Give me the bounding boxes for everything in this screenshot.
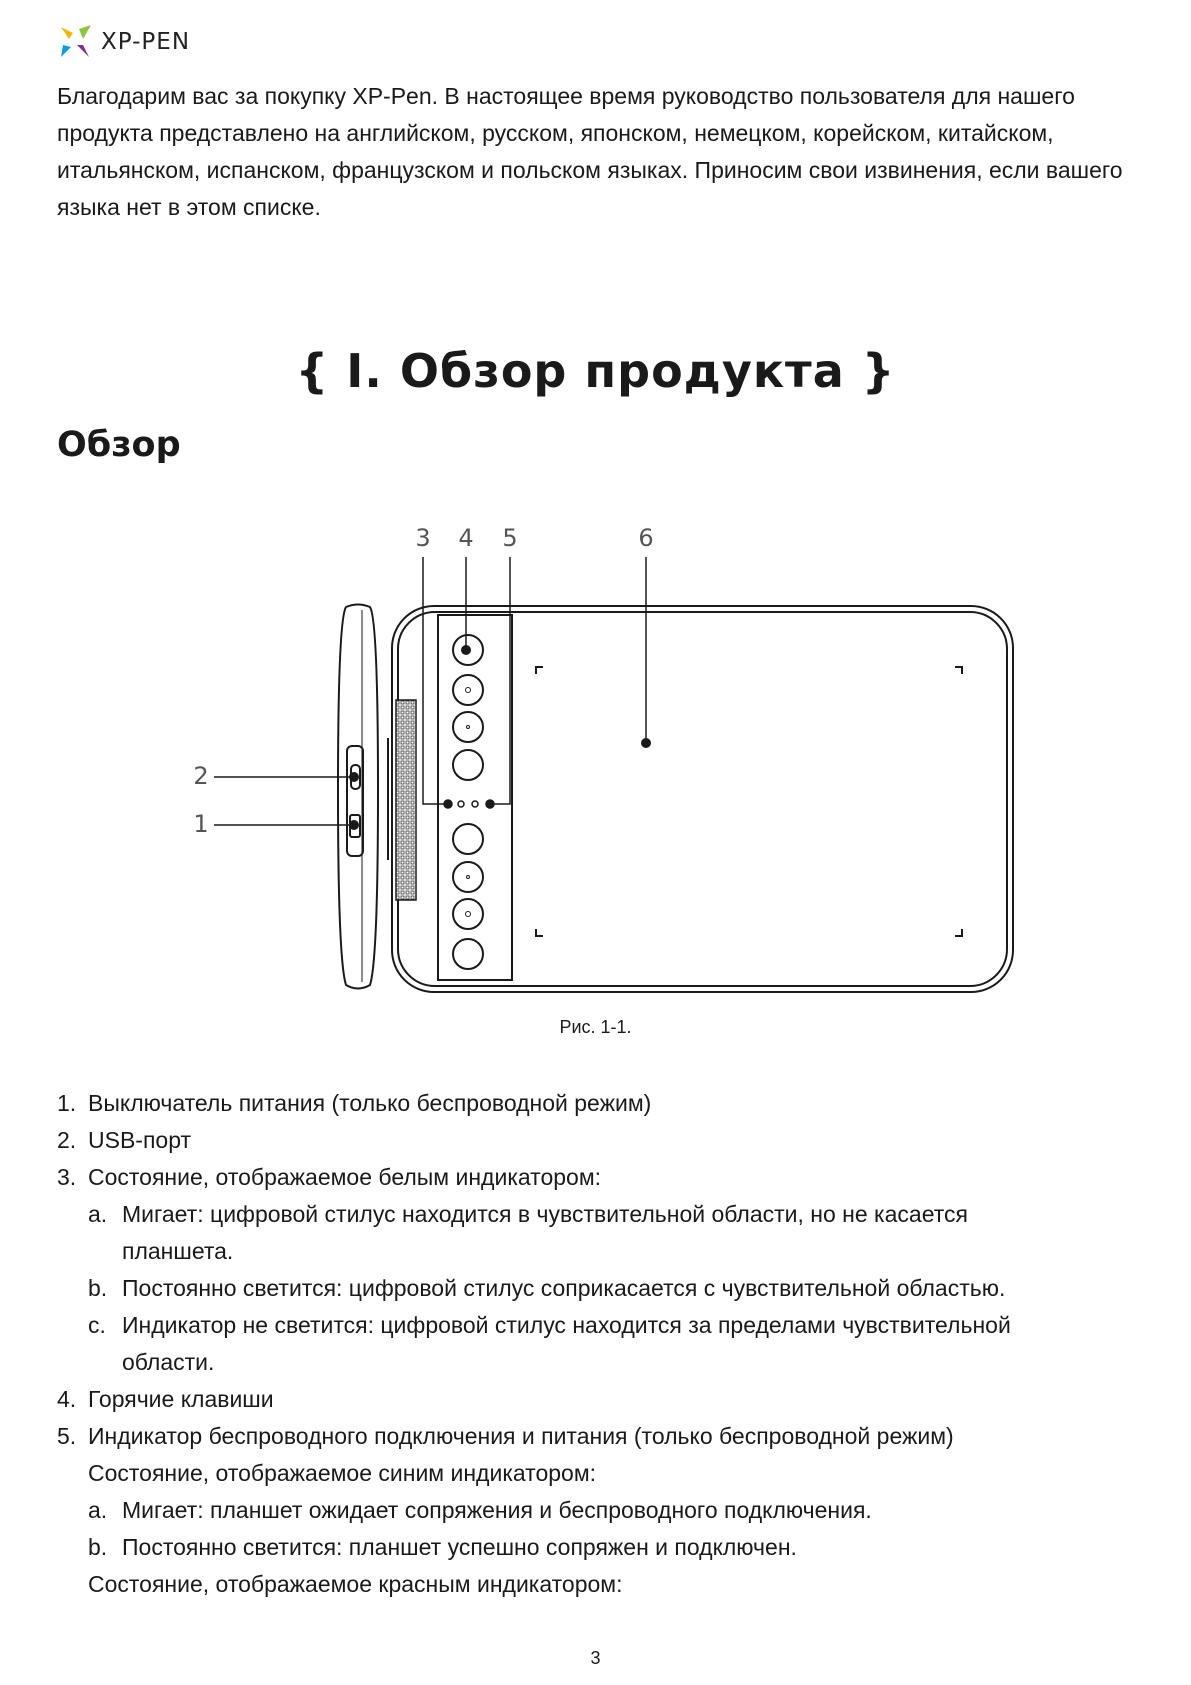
hotkey-4 [453,750,483,780]
list-subitem: a. Мигает: планшет ожидает сопряжения и беспроводного подключения. [88,1497,872,1523]
chapter-title: { I. Обзор продукта } [295,344,896,398]
section-title: Обзор [57,425,181,465]
hotkey-8 [453,939,483,969]
list-item: 5. Индикатор беспроводного подключения и питания (только беспроводной режим) [57,1423,954,1449]
active-area-corners [536,667,962,936]
list-item: 2. USB-порт [57,1127,192,1153]
hotkey-7 [453,899,483,929]
hotkey-2 [453,675,483,705]
list-subitem: c. Индикатор не светится: цифровой стилус находится за пределами чувствительной [88,1312,1011,1338]
callout-6: 6 [638,524,654,552]
callout-1: 1 [193,810,209,838]
hotkey-5 [453,824,483,854]
list-continuation: области. [122,1349,215,1375]
hotkey-6 [453,862,483,892]
indicator-leds [444,800,494,808]
list-subitem: b. Постоянно светится: цифровой стилус соприкасается с чувствительной областью. [88,1275,1006,1301]
tablet-side-view [338,605,388,989]
hotkey-buttons [453,635,483,969]
product-figure [0,515,1191,1020]
component-list [57,1085,1147,1603]
intro-paragraph: Благодарим вас за покупку XP-Pen. В настоящее время руководство пользователя для нашего продукта представлено на английском, русском, японском, немецком, корейском, китайском, итальянском, испанском, французском и польском языках. Приносим свои извинения, если вашего языка нет в этом списке. [57,83,1123,220]
callout-3: 3 [415,524,431,552]
hotkey-3 [453,712,483,742]
list-continuation: планшета. [122,1238,234,1264]
list-item: 3. Состояние, отображаемое белым индикатором: [57,1164,602,1190]
callout-5: 5 [502,524,518,552]
list-continuation: Состояние, отображаемое синим индикатором: [88,1460,597,1486]
leader-lines [214,557,646,825]
list-subitem: b. Постоянно светится: планшет успешно сопряжен и подключен. [88,1534,797,1560]
list-continuation: Состояние, отображаемое красным индикатором: [88,1571,623,1597]
tablet-front-view [392,606,1013,992]
brand-logo [57,22,190,62]
callout-2: 2 [193,762,209,790]
leader-dots [349,645,651,830]
list-subitem: a. Мигает: цифровой стилус находится в чувствительной области, но не касается [88,1201,968,1227]
list-item: 1. Выключатель питания (только беспроводной режим) [57,1090,652,1116]
xp-pen-logo-icon [57,23,95,61]
page-number: 3 [590,1648,601,1668]
brand-name: XP-PEN [101,29,191,55]
figure-caption: Рис. 1-1. [559,1017,632,1037]
list-item: 4. Горячие клавиши [57,1386,274,1412]
tablet-diagram [0,515,1191,1015]
callout-4: 4 [458,524,474,552]
